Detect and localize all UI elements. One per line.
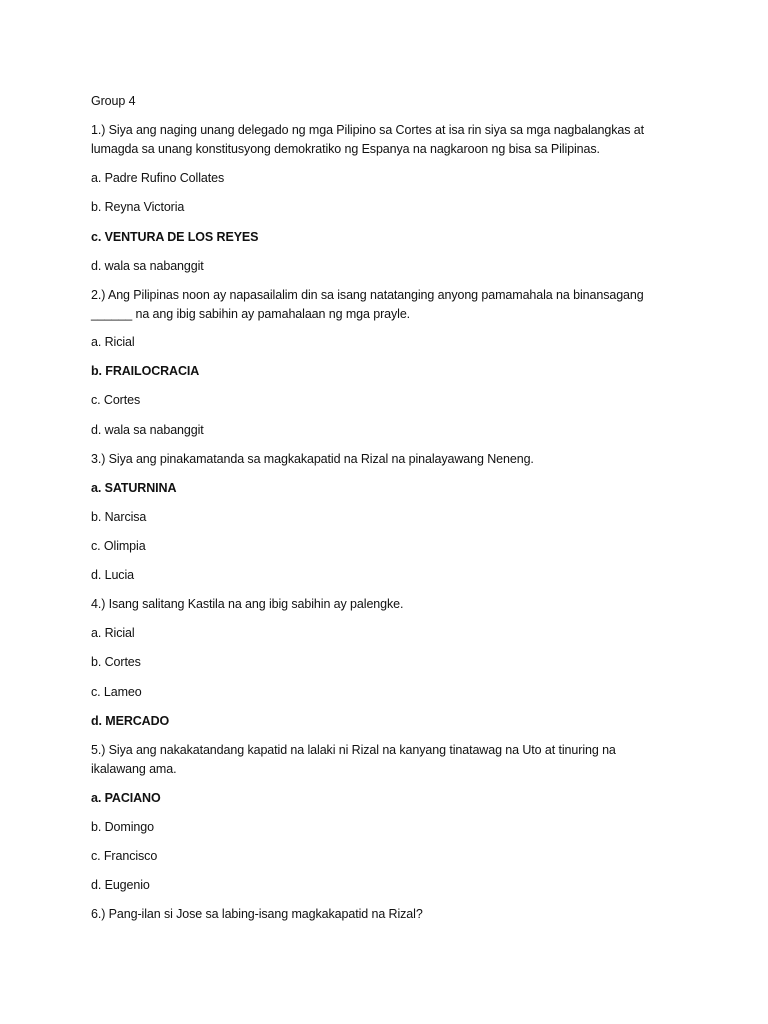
question-1-option-b: b. Reyna Victoria — [91, 200, 185, 214]
question-5-option-b: b. Domingo — [91, 820, 154, 834]
question-5-text-line-2: ikalawang ama. — [91, 762, 177, 776]
question-5-option-c: c. Francisco — [91, 849, 158, 863]
question-2-text-line-1: 2.) Ang Pilipinas noon ay napasailalim din sa isang natatanging anyong pamamahala na binansagang — [91, 288, 644, 302]
question-3-option-d: d. Lucia — [91, 568, 134, 582]
question-3-option-b: b. Narcisa — [91, 510, 147, 524]
question-2-text-line-2: ______ na ang ibig sabihin ay pamahalaan ng mga prayle. — [91, 307, 411, 321]
question-4-option-b: b. Cortes — [91, 655, 141, 669]
question-1-text-line-2: lumagda sa unang konstitusyong demokratiko ng Espanya na nagkaroon ng bisa sa Pilipinas. — [91, 142, 600, 156]
question-4-option-a: a. Ricial — [91, 626, 135, 640]
question-1-option-c-answer: c. VENTURA DE LOS REYES — [91, 230, 259, 244]
document-title: Group 4 — [91, 94, 136, 108]
question-6-text-line-1: 6.) Pang-ilan si Jose sa labing-isang magkakapatid na Rizal? — [91, 907, 423, 921]
question-4-text-line-1: 4.) Isang salitang Kastila na ang ibig sabihin ay palengke. — [91, 597, 404, 611]
question-4-option-d-answer: d. MERCADO — [91, 714, 170, 728]
question-2-option-a: a. Ricial — [91, 335, 135, 349]
question-2-option-b-answer: b. FRAILOCRACIA — [91, 364, 200, 378]
question-3-text-line-1: 3.) Siya ang pinakamatanda sa magkakapatid na Rizal na pinalayawang Neneng. — [91, 452, 534, 466]
question-3-option-c: c. Olimpia — [91, 539, 146, 553]
question-2-option-d: d. wala sa nabanggit — [91, 423, 204, 437]
question-5-option-d: d. Eugenio — [91, 878, 150, 892]
question-1-option-d: d. wala sa nabanggit — [91, 259, 204, 273]
question-2-option-c: c. Cortes — [91, 393, 141, 407]
question-5-option-a-answer: a. PACIANO — [91, 791, 161, 805]
question-3-option-a-answer: a. SATURNINA — [91, 481, 177, 495]
question-4-option-c: c. Lameo — [91, 685, 142, 699]
question-1-option-a: a. Padre Rufino Collates — [91, 171, 225, 185]
question-5-text-line-1: 5.) Siya ang nakakatandang kapatid na lalaki ni Rizal na kanyang tinatawag na Uto at tinuring na — [91, 743, 616, 757]
question-1-text-line-1: 1.) Siya ang naging unang delegado ng mga Pilipino sa Cortes at isa rin siya sa mga nagbalangkas at — [91, 123, 644, 137]
